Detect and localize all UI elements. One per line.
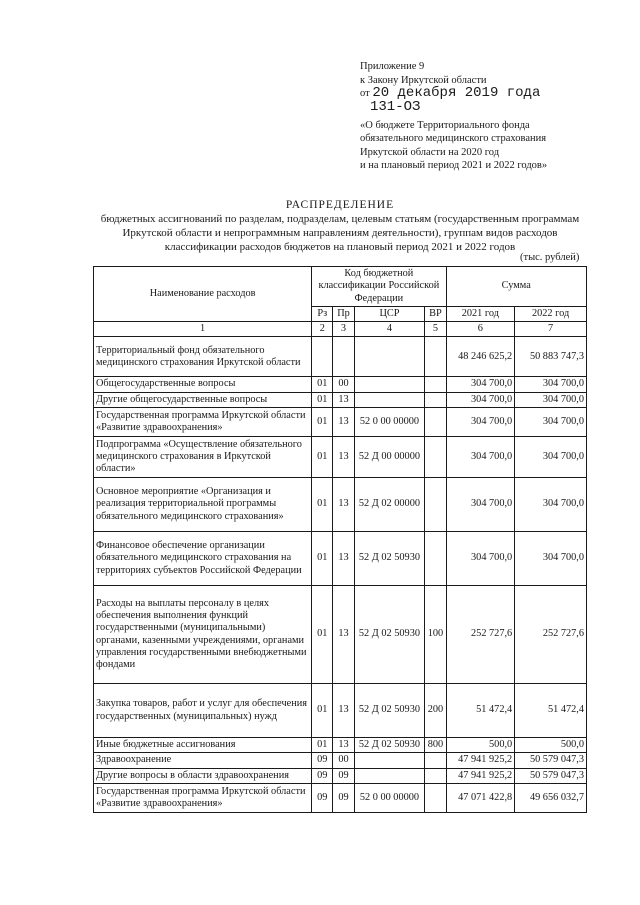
cell-pr: 13: [333, 437, 354, 478]
appendix-law-number: 131-ОЗ: [370, 98, 421, 115]
cell-name: Государственная программа Иркутской области «Развитие здравоохранения»: [94, 408, 312, 437]
table-row: [94, 768, 587, 783]
header-sum: Сумма: [446, 267, 586, 307]
cell-y2021: 304 700,0: [446, 408, 515, 437]
cell-pr: 13: [333, 586, 354, 684]
cell-name: Расходы на выплаты персоналу в целях обеспечения выполнения функций государственными (муниципальными) органами, казенными учреждениями, органами управления государственными внебюджетными фондами: [94, 586, 312, 684]
cell-rz: 01: [312, 586, 333, 684]
cell-csr: 52 Д 02 50930: [354, 684, 425, 738]
law-title-line: обязательного медицинского страхования: [360, 133, 547, 144]
table-row: [94, 337, 587, 377]
cell-csr: 52 Д 00 00000: [354, 437, 425, 478]
cell-y2021: 304 700,0: [446, 377, 515, 392]
cell-rz: 01: [312, 738, 333, 753]
header-2022: 2022 год: [515, 306, 587, 321]
cell-name: Подпрограмма «Осуществление обязательного медицинского страхования в Иркутской области»: [94, 437, 312, 478]
header-pr: Пр: [333, 306, 354, 321]
cell-rz: 01: [312, 684, 333, 738]
cell-csr: [354, 768, 425, 783]
cell-rz: 01: [312, 377, 333, 392]
column-number: 4: [354, 322, 425, 337]
table-row: [94, 392, 587, 407]
table-row: [94, 478, 587, 532]
column-number: 3: [333, 322, 354, 337]
document-heading: [95, 198, 585, 254]
cell-y2022: 304 700,0: [515, 478, 587, 532]
cell-y2021: 47 071 422,8: [446, 783, 515, 812]
cell-csr: 52 0 00 00000: [354, 783, 425, 812]
column-number: 5: [425, 322, 446, 337]
cell-y2022: 304 700,0: [515, 377, 587, 392]
cell-pr: 13: [333, 684, 354, 738]
cell-y2021: 47 941 925,2: [446, 753, 515, 768]
cell-y2022: 304 700,0: [515, 392, 587, 407]
cell-y2022: 304 700,0: [515, 532, 587, 586]
cell-y2021: 47 941 925,2: [446, 768, 515, 783]
table-row: [94, 783, 587, 812]
law-title-line: Иркутской области на 2020 год: [360, 146, 500, 158]
header-code: Код бюджетной классификации Российской Федерации: [312, 267, 446, 307]
cell-name: Закупка товаров, работ и услуг для обеспечения государственных (муниципальных) нужд: [94, 684, 312, 738]
cell-csr: [354, 392, 425, 407]
cell-y2021: 304 700,0: [446, 478, 515, 532]
cell-vr: [425, 377, 446, 392]
cell-y2021: 304 700,0: [446, 532, 515, 586]
cell-rz: 09: [312, 768, 333, 783]
cell-y2022: 304 700,0: [515, 437, 587, 478]
appendix-number: Приложение 9: [360, 61, 425, 72]
cell-name: Территориальный фонд обязательного медицинского страхования Иркутской области: [94, 337, 312, 377]
cell-name: Общегосударственные вопросы: [94, 377, 312, 392]
cell-rz: 01: [312, 408, 333, 437]
table-row: [94, 753, 587, 768]
appendix-date-prefix: от: [360, 88, 370, 99]
cell-pr: 13: [333, 408, 354, 437]
column-number-row: [94, 322, 587, 337]
table-row: [94, 738, 587, 753]
column-number: 1: [94, 322, 312, 337]
header-rz: Рз: [312, 306, 333, 321]
document-subtitle-line: классификации расходов бюджетов на плановый период 2021 и 2022 годов: [164, 241, 516, 253]
cell-pr: 13: [333, 532, 354, 586]
budget-table: [93, 266, 587, 813]
cell-rz: 01: [312, 532, 333, 586]
cell-vr: [425, 478, 446, 532]
header-csr: ЦСР: [354, 306, 425, 321]
header-name: Наименование расходов: [94, 267, 312, 322]
cell-pr: [333, 337, 354, 377]
units-label: (тыс. рублей): [520, 252, 580, 263]
cell-name: Другие общегосударственные вопросы: [94, 392, 312, 407]
cell-y2022: 49 656 032,7: [515, 783, 587, 812]
cell-y2022: 252 727,6: [515, 586, 587, 684]
law-title-line: и на плановый период 2021 и 2022 годов»: [360, 160, 548, 171]
cell-vr: [425, 532, 446, 586]
table-row: [94, 684, 587, 738]
cell-vr: 100: [425, 586, 446, 684]
cell-vr: 200: [425, 684, 446, 738]
cell-y2022: 500,0: [515, 738, 587, 753]
cell-y2021: 304 700,0: [446, 392, 515, 407]
cell-vr: [425, 768, 446, 783]
cell-csr: 52 Д 02 50930: [354, 586, 425, 684]
cell-y2021: 252 727,6: [446, 586, 515, 684]
law-title-line: «О бюджете Территориального фонда: [360, 119, 530, 131]
cell-csr: 52 0 00 00000: [354, 408, 425, 437]
cell-pr: 13: [333, 478, 354, 532]
cell-rz: 09: [312, 753, 333, 768]
cell-pr: 00: [333, 377, 354, 392]
cell-y2022: 304 700,0: [515, 408, 587, 437]
document-title: РАСПРЕДЕЛЕНИЕ: [285, 199, 395, 211]
table-header-row: [94, 267, 587, 307]
cell-name: Здравоохранение: [94, 753, 312, 768]
table-row: [94, 532, 587, 586]
cell-csr: 52 Д 02 00000: [354, 478, 425, 532]
cell-csr: 52 Д 02 50930: [354, 532, 425, 586]
cell-y2022: 51 472,4: [515, 684, 587, 738]
cell-pr: 00: [333, 753, 354, 768]
table-body: [94, 337, 587, 812]
header-vr: ВР: [425, 306, 446, 321]
table-row: [94, 408, 587, 437]
cell-name: Иные бюджетные ассигнования: [94, 738, 312, 753]
table-row: [94, 586, 587, 684]
header-2021: 2021 год: [446, 306, 515, 321]
table-row: [94, 437, 587, 478]
cell-vr: [425, 783, 446, 812]
cell-csr: [354, 753, 425, 768]
table-row: [94, 377, 587, 392]
cell-y2022: 50 579 047,3: [515, 753, 587, 768]
cell-y2022: 50 579 047,3: [515, 768, 587, 783]
appendix-law-ref: к Закону Иркутской области: [360, 74, 487, 86]
cell-rz: 01: [312, 392, 333, 407]
cell-vr: 800: [425, 738, 446, 753]
cell-pr: 09: [333, 768, 354, 783]
cell-rz: 01: [312, 478, 333, 532]
cell-y2021: 51 472,4: [446, 684, 515, 738]
appendix-date: 20 декабря 2019 года: [372, 85, 541, 101]
cell-rz: 01: [312, 437, 333, 478]
cell-csr: 52 Д 02 50930: [354, 738, 425, 753]
cell-name: Основное мероприятие «Организация и реализация территориальной программы обязательного медицинского страхования»: [94, 478, 312, 532]
cell-vr: [425, 437, 446, 478]
document-subtitle-line: бюджетных ассигнований по разделам, подразделам, целевым статьям (государственным программам: [100, 213, 580, 225]
cell-pr: 09: [333, 783, 354, 812]
cell-rz: 09: [312, 783, 333, 812]
cell-vr: [425, 337, 446, 377]
cell-y2021: 500,0: [446, 738, 515, 753]
cell-pr: 13: [333, 392, 354, 407]
cell-csr: [354, 337, 425, 377]
column-number: 7: [515, 322, 587, 337]
column-number: 2: [312, 322, 333, 337]
cell-pr: 13: [333, 738, 354, 753]
cell-name: Другие вопросы в области здравоохранения: [94, 768, 312, 783]
appendix-block: [360, 60, 630, 173]
document-subtitle-line: Иркутской области и непрограммным направлениям деятельности), группам видов расходов: [122, 227, 558, 239]
cell-y2021: 304 700,0: [446, 437, 515, 478]
cell-name: Государственная программа Иркутской области «Развитие здравоохранения»: [94, 783, 312, 812]
cell-y2022: 50 883 747,3: [515, 337, 587, 377]
cell-rz: [312, 337, 333, 377]
cell-csr: [354, 377, 425, 392]
cell-vr: [425, 408, 446, 437]
cell-name: Финансовое обеспечение организации обязательного медицинского страхования на территориях субъектов Российской Федерации: [94, 532, 312, 586]
column-number: 6: [446, 322, 515, 337]
cell-vr: [425, 392, 446, 407]
cell-vr: [425, 753, 446, 768]
cell-y2021: 48 246 625,2: [446, 337, 515, 377]
